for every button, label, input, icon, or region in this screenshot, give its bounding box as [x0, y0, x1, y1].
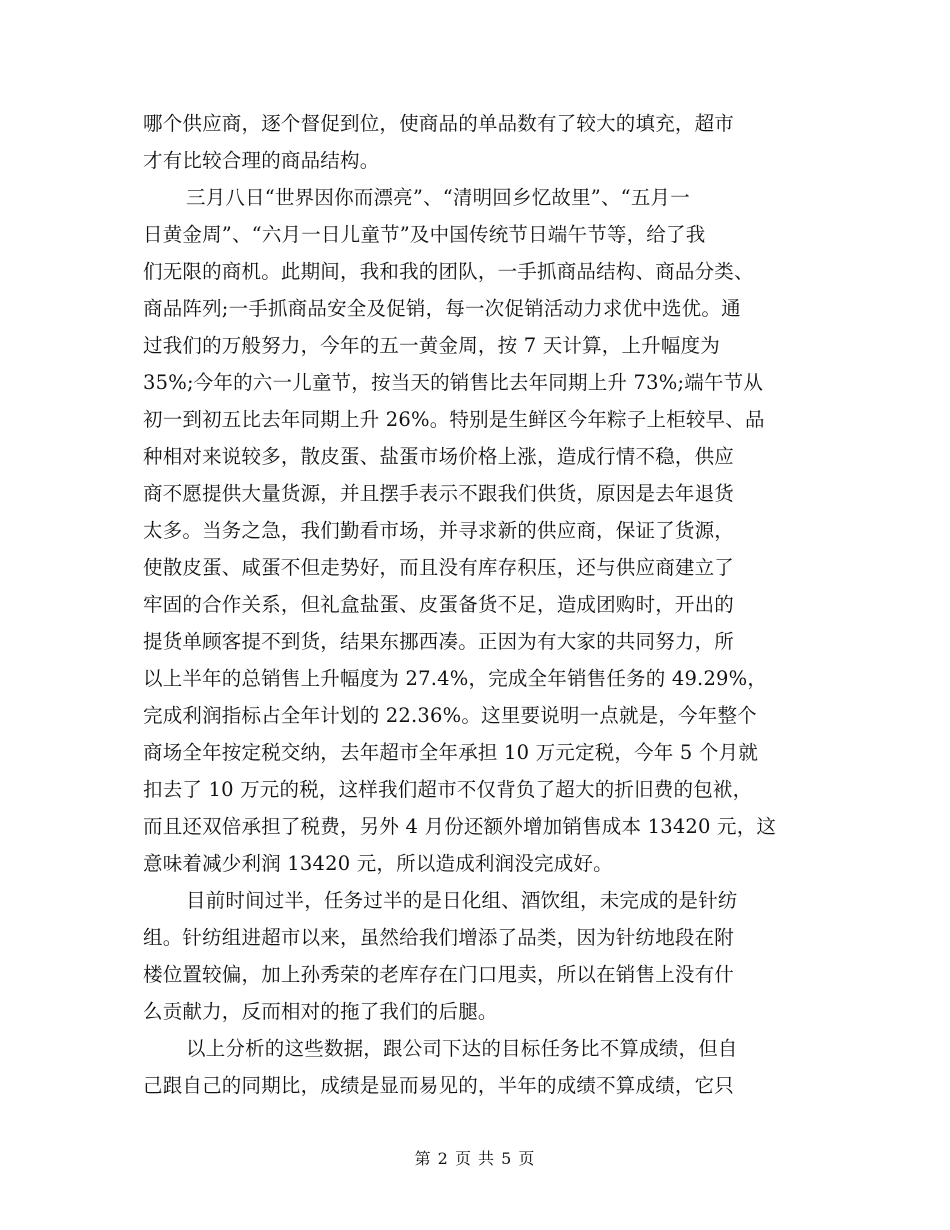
paragraph-line: 才有比较合理的商品结构。 [143, 149, 380, 172]
paragraph-line: 哪个供应商，逐个督促到位，使商品的单品数有了较大的填充，超市 [143, 112, 735, 135]
paragraph-line: 组。针纺组进超市以来，虽然给我们增添了品类，因为针纺地段在附 [143, 926, 735, 949]
paragraph-line: 日黄金周”、“六月一日儿童节”及中国传统节日端午节等，给了我 [143, 223, 706, 246]
paragraph-line: 而且还双倍承担了税费，另外 4 月份还额外增加销售成本 13420 元，这 [143, 815, 777, 838]
paragraph-line: 以上分析的这些数据，跟公司下达的目标任务比不算成绩，但自 [186, 1037, 738, 1060]
paragraph-line: 种相对来说较多，散皮蛋、盐蛋市场价格上涨，造成行情不稳，供应 [143, 445, 735, 468]
paragraph-line: 目前时间过半，任务过半的是日化组、酒饮组，未完成的是针纺 [186, 889, 738, 912]
paragraph-line: 35%;今年的六一儿童节，按当天的销售比去年同期上升 73%;端午节从 [143, 371, 764, 394]
paragraph-line: 商场全年按定税交纳，去年超市全年承担 10 万元定税，今年 5 个月就 [143, 741, 759, 764]
paragraph-line: 初一到初五比去年同期上升 26%。特别是生鲜区今年粽子上柜较早、品 [143, 408, 765, 431]
paragraph-line: 太多。当务之急，我们勤看市场，并寻求新的供应商，保证了货源， [143, 519, 735, 542]
paragraph-line: 以上半年的总销售上升幅度为 27.4%，完成全年销售任务的 49.29%， [143, 667, 768, 690]
paragraph-line: 提货单顾客提不到货，结果东挪西凑。正因为有大家的共同努力，所 [143, 630, 735, 653]
paragraph-line: 己跟自己的同期比，成绩是显而易见的，半年的成绩不算成绩，它只 [143, 1074, 735, 1097]
paragraph-line: 商品阵列;一手抓商品安全及促销，每一次促销活动力求优中选优。通 [143, 297, 741, 320]
paragraph-line: 么贡献力，反而相对的拖了我们的后腿。 [143, 1000, 498, 1023]
paragraph-line: 过我们的万般努力，今年的五一黄金周，按 7 天计算，上升幅度为 [143, 334, 721, 357]
paragraph-line: 牢固的合作关系，但礼盒盐蛋、皮蛋备货不足，造成团购时，开出的 [143, 593, 735, 616]
paragraph-line: 使散皮蛋、咸蛋不但走势好，而且没有库存积压，还与供应商建立了 [143, 556, 735, 579]
paragraph-line: 完成利润指标占全年计划的 22.36%。这里要说明一点就是，今年整个 [143, 704, 757, 727]
paragraph-line: 扣去了 10 万元的税，这样我们超市不仅背负了超大的折旧费的包袱， [143, 778, 753, 801]
paragraph-line: 意味着减少利润 13420 元，所以造成利润没完成好。 [143, 852, 613, 875]
paragraph-line: 商不愿提供大量货源，并且摆手表示不跟我们供货，原因是去年退货 [143, 482, 735, 505]
paragraph-line: 楼位置较偏，加上孙秀荣的老库存在门口甩卖，所以在销售上没有什 [143, 963, 735, 986]
page-number-footer: 第 2 页 共 5 页 [414, 1149, 536, 1168]
paragraph-line: 三月八日“世界因你而漂亮”、“清明回乡忆故里”、“五月一 [186, 186, 690, 209]
paragraph-line: 们无限的商机。此期间，我和我的团队，一手抓商品结构、商品分类、 [143, 260, 754, 283]
